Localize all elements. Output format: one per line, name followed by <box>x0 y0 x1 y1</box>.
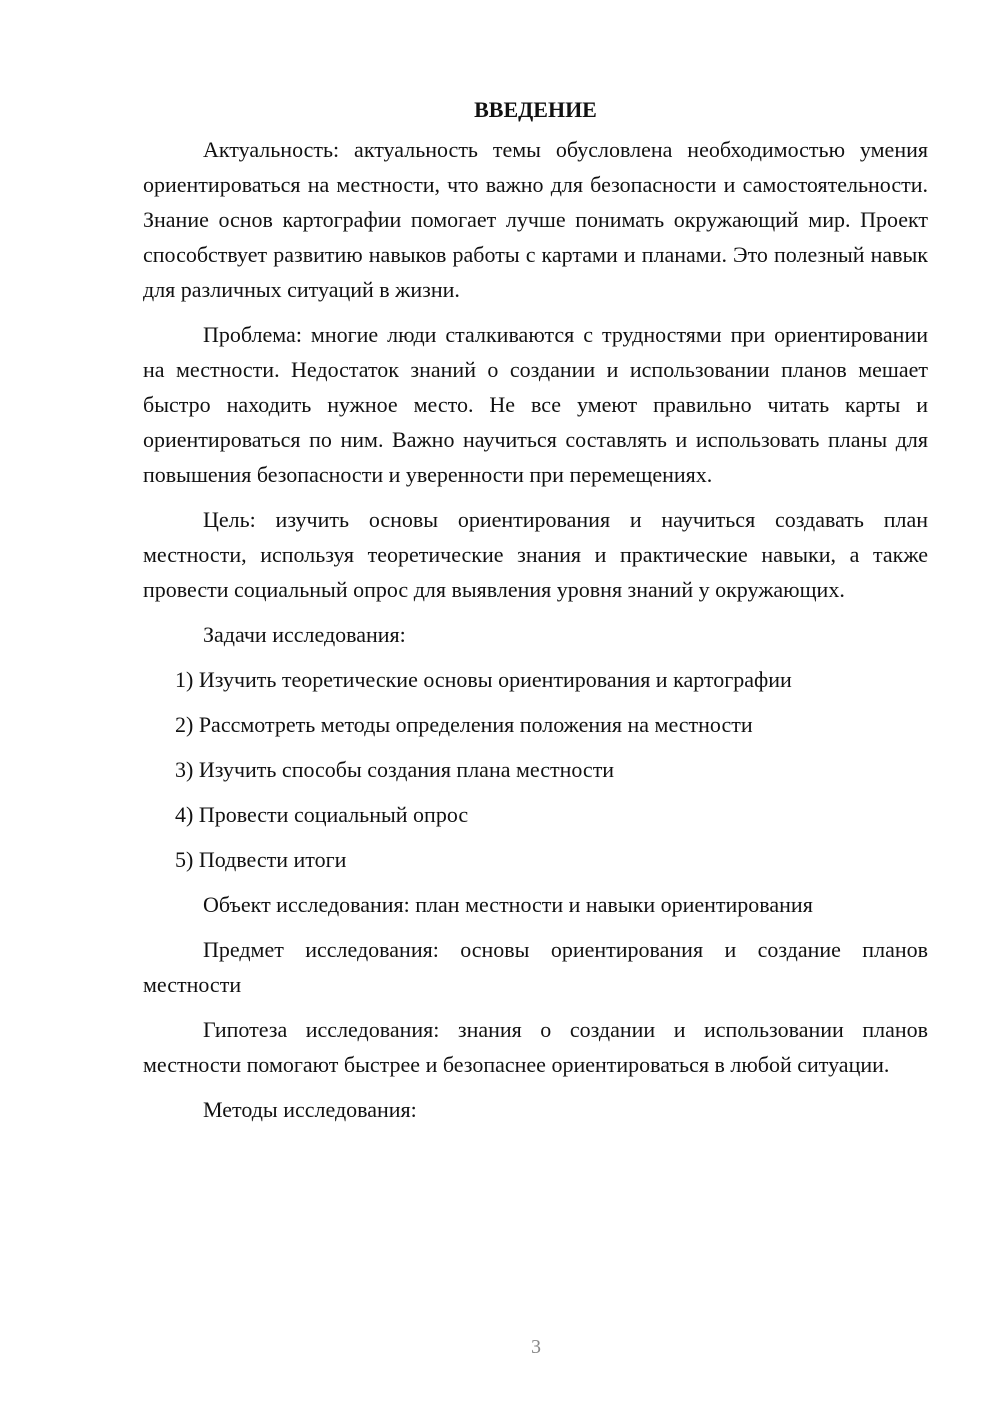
task-item: 4) Провести социальный опрос <box>175 802 469 827</box>
task-item: 3) Изучить способы создания плана местности <box>175 757 615 782</box>
page-number: 3 <box>531 1336 541 1358</box>
tasks-title: Задачи исследования: <box>203 622 406 647</box>
task-item: 5) Подвести итоги <box>175 847 347 872</box>
methods-title: Методы исследования: <box>203 1097 417 1122</box>
subject-paragraph: Предмет исследования: основы ориентирования и создание планов местности <box>143 937 928 997</box>
relevance-paragraph: Актуальность: актуальность темы обусловлена необходимостью умения ориентироваться на местности, что важно для безопасности и самостоятельности. Знание основ картографии помогает лучше понимать окружающий мир. Проект способствует развитию навыков работы с картами и планами. Это полезный навык для различных ситуаций в жизни. <box>143 137 928 302</box>
hypothesis-paragraph: Гипотеза исследования: знания о создании и использовании планов местности помогают быстрее и безопаснее ориентироваться в любой ситуации. <box>143 1017 928 1077</box>
goal-paragraph: Цель: изучить основы ориентирования и научиться создавать план местности, используя теоретические знания и практические навыки, а также провести социальный опрос для выявления уровня знаний у окружающих. <box>143 507 928 602</box>
problem-paragraph: Проблема: многие люди сталкиваются с трудностями при ориентировании на местности. Недостаток знаний о создании и использовании планов мешает быстро находить нужное место. Не все умеют правильно читать карты и ориентироваться по ним. Важно научиться составлять и использовать планы для повышения безопасности и уверенности при перемещениях. <box>143 322 928 487</box>
object-paragraph: Объект исследования: план местности и навыки ориентирования <box>203 892 813 917</box>
section-heading: ВВЕДЕНИЕ <box>474 97 597 122</box>
tasks-list <box>143 662 928 877</box>
page-content <box>143 92 928 1137</box>
task-item: 1) Изучить теоретические основы ориентирования и картографии <box>175 667 792 692</box>
task-item: 2) Рассмотреть методы определения положения на местности <box>175 712 753 737</box>
